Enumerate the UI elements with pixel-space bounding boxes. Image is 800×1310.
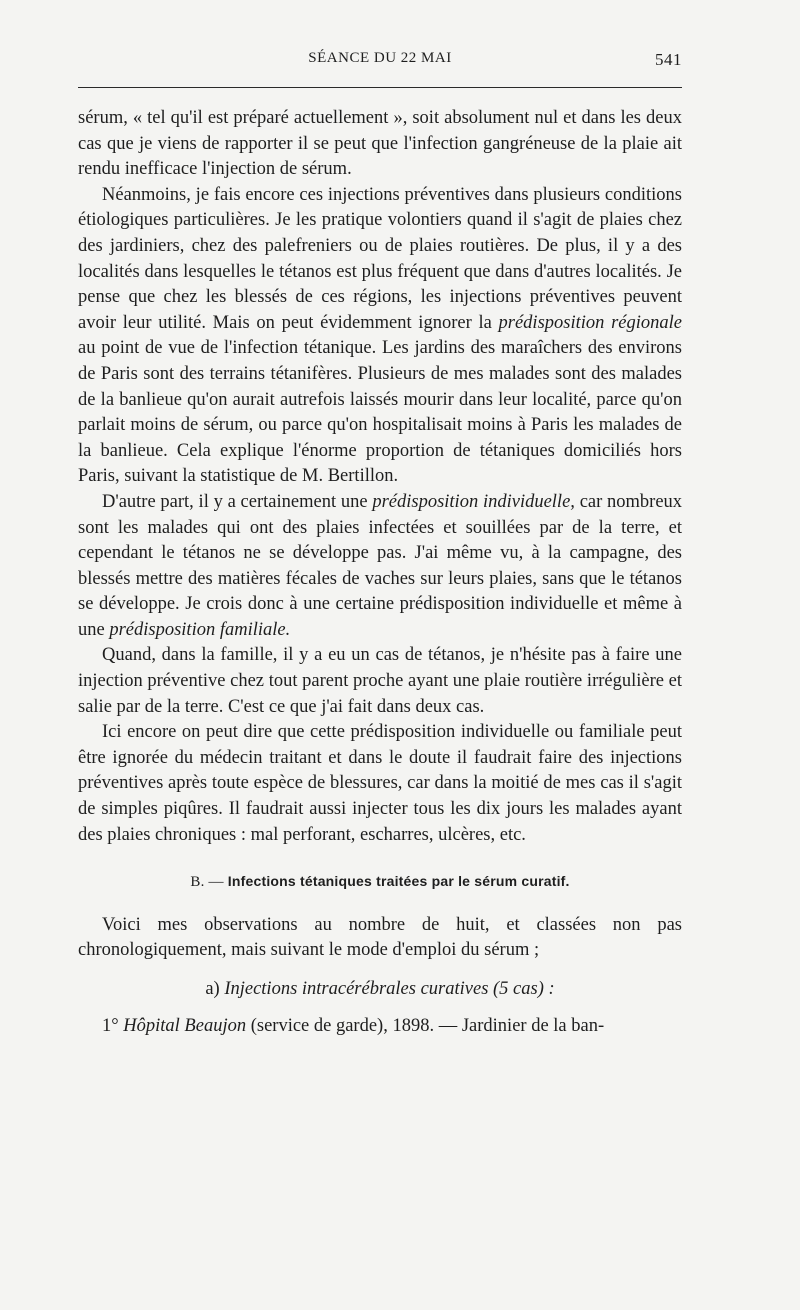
section-heading — [78, 869, 682, 896]
page-header-title: SÉANCE DU 22 MAI — [308, 50, 452, 66]
emphasis-familial-predisposition: prédisposition familiale. — [109, 619, 291, 640]
page — [78, 0, 682, 1310]
paragraph-serum-continuation: sérum, « tel qu'il est préparé actuellement », soit absolument nul et dans les deux cas que je viens de rapporter il se peut que l'infection gangréneuse de la plaie ait rendu inefficace l'injection de sérum. — [78, 108, 682, 180]
subsection-count: (5 cas) : — [493, 979, 555, 999]
case-number: 1° — [102, 1015, 119, 1036]
header-rule — [78, 87, 682, 88]
section-letter: B. — — [190, 874, 224, 891]
paragraph-preventive-injections: Néanmoins, je fais encore ces injections préventives dans plusieurs conditions étiologiques particulières. Je les pratique volontiers quand il s'agit de plaies chez des jardiniers, chez des palefreniers ou de plaies routières. De plus, il y a des localités dans lesquelles le tétanos est plus fréquent que dans d'autres localités. Je pense que chez les blessés de ces régions, les injections préventives peuvent avoir leur utilité. Mais on peut évidemment ignorer la prédisposition régionale au point de vue de l'infection tétanique. Les jardins des maraîchers des environs de Paris sont des terrains tétanifères. Plusieurs de mes malades sont des malades de la banlieue qu'on aurait autrefois laissés mourir dans leur localité, parce qu'on parlait moins de sérum, ou parce qu'on hospitalisait moins à Paris les malades de la banlieue. Cela explique l'énorme proportion de tétaniques domiciliés hors Paris, suivant la statistique de M. Bertillon. — [78, 184, 682, 487]
subsection-title: Injections intracérébrales curatives — [224, 979, 489, 999]
body-text — [78, 106, 682, 1039]
running-header — [78, 50, 682, 72]
case-text: (service de garde), 1898. — Jardinier de la ban- — [250, 1015, 605, 1036]
case-place: Hôpital Beaujon — [123, 1015, 247, 1036]
paragraph-observations-intro: Voici mes observations au nombre de huit, et classées non pas chronologiquement, mais suivant le mode d'emploi du sérum ; — [78, 914, 682, 961]
case-entry — [78, 1014, 682, 1040]
paragraph-individual-predisposition: D'autre part, il y a certainement une prédisposition individuelle, car nombreux sont les malades qui ont des plaies infectées et souillées par de la terre, et cependant le tétanos ne se développe pas. J'ai même vu, à la campagne, des blessés mettre des matières fécales de vaches sur leurs plaies, sans que le tétanos se développe. Je crois donc à une certaine prédisposition individuelle et même à une prédisposition familiale. — [78, 491, 683, 640]
section-title: Infections tétaniques traitées par le sérum curatif. — [227, 873, 570, 890]
subsection-prefix: a) — [205, 979, 220, 999]
page-number: 541 — [655, 50, 682, 69]
emphasis-individual-predisposition: prédisposition individuelle, — [372, 491, 575, 512]
subsection-heading — [78, 977, 682, 1003]
paragraph-family-cases: Quand, dans la famille, il y a eu un cas de tétanos, je n'hésite pas à faire une injection préventive chez tout parent proche ayant une plaie routière irrégulière et salie par de la terre. C'est ce que j'ai fait dans deux cas. — [78, 645, 682, 717]
paragraph-chronic-wounds: Ici encore on peut dire que cette prédisposition individuelle ou familiale peut être ignorée du médecin traitant et dans le doute il faudrait faire des injections préventives après toute espèce de blessures, car dans la moitié de mes cas il s'agit de simples piqûres. Il faudrait aussi injecter tous les dix jours les malades ayant des plaies chroniques : mal perforant, escharres, ulcères, etc. — [78, 722, 682, 845]
emphasis-regional-predisposition: prédisposition régionale — [498, 312, 682, 333]
